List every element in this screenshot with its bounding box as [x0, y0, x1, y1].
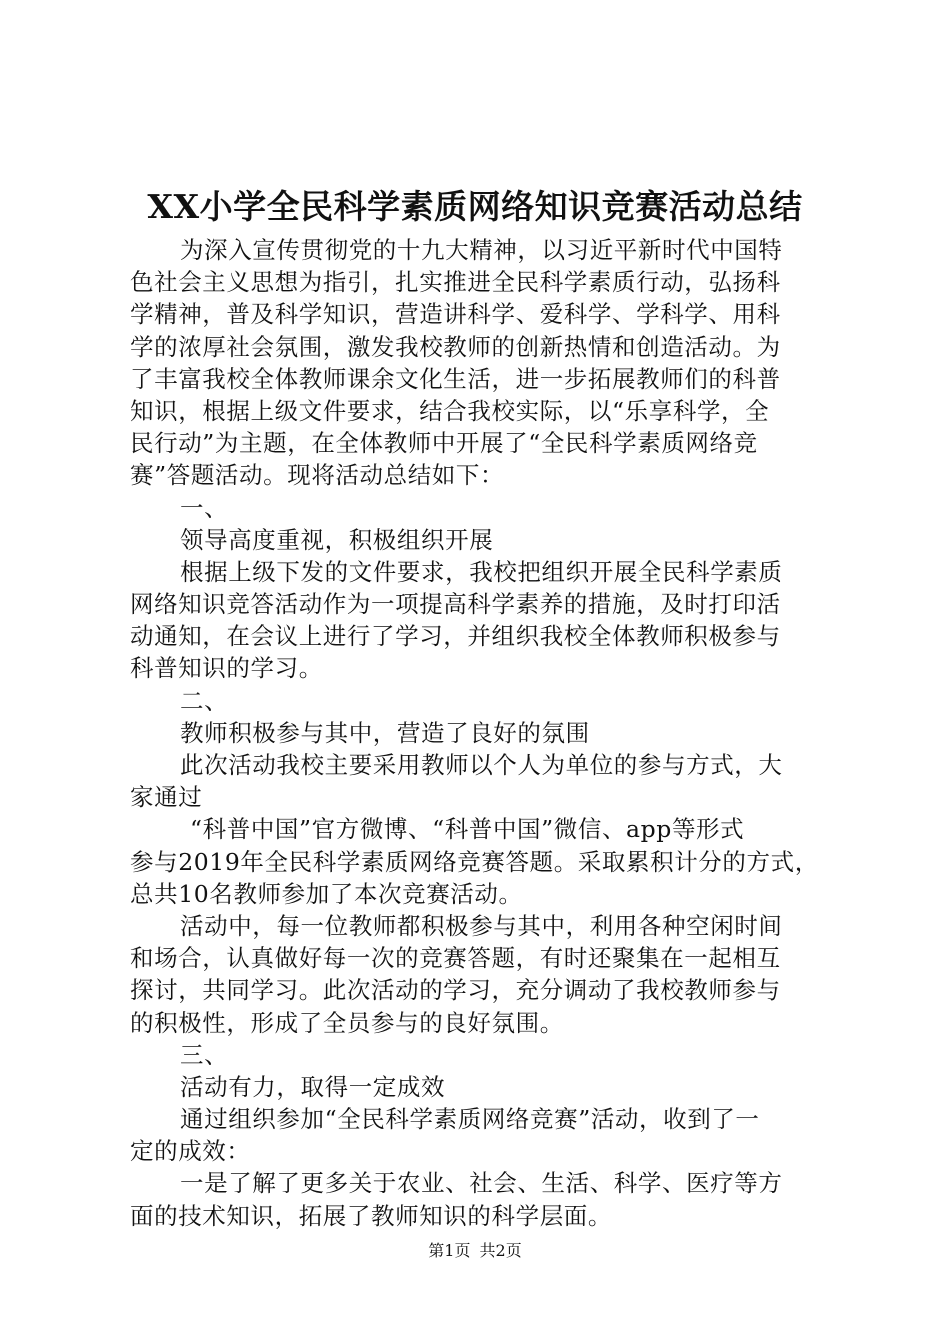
- paragraph-line: 学的浓厚社会氛围，激发我校教师的创新热情和创造活动。为: [130, 332, 781, 361]
- page-current: 第1页: [428, 1241, 471, 1260]
- paragraph-line: 动通知，在会议上进行了学习，并组织我校全体教师积极参与: [130, 622, 781, 651]
- paragraph-line: 学精神，普及科学知识，营造讲科学、爱科学、学科学、用科: [130, 300, 781, 329]
- paragraph-line: 通过组织参加“全民科学素质网络竞赛”活动，收到了一: [180, 1105, 760, 1134]
- paragraph-line: 定的成效：: [130, 1137, 251, 1166]
- paragraph-line: “科普中国”官方微博、“科普中国”微信、app等形式: [190, 815, 745, 844]
- paragraph-line: 总共10名教师参加了本次竞赛活动。: [130, 879, 523, 908]
- paragraph-line: 的积极性，形成了全员参与的良好氛围。: [130, 1008, 564, 1037]
- paragraph-line: 根据上级下发的文件要求，我校把组织开展全民科学素质: [180, 557, 783, 586]
- paragraph-line: 活动中，每一位教师都积极参与其中，利用各种空闲时间: [180, 911, 783, 940]
- paragraph-line: 探讨，共同学习。此次活动的学习，充分调动了我校教师参与: [130, 976, 781, 1005]
- paragraph-line: 民行动”为主题，在全体教师中开展了“全民科学素质网络竞: [130, 429, 758, 458]
- paragraph-line: 和场合，认真做好每一次的竞赛答题，有时还聚集在一起相互: [130, 944, 781, 973]
- paragraph-line: 为深入宣传贯彻党的十九大精神，以习近平新时代中国特: [180, 236, 783, 264]
- section-number: 二、: [180, 686, 229, 715]
- document-title: XX小学全民科学素质网络知识竞赛活动总结: [147, 187, 803, 226]
- section-number: 三、: [180, 1040, 229, 1069]
- section-heading: 教师积极参与其中，营造了良好的氛围: [180, 718, 590, 747]
- paragraph-line: 色社会主义思想为指引，扎实推进全民科学素质行动，弘扬科: [130, 268, 781, 297]
- section-heading: 活动有力，取得一定成效: [180, 1072, 446, 1101]
- paragraph-line: 一是了解了更多关于农业、社会、生活、科学、医疗等方: [180, 1169, 783, 1198]
- section-heading: 领导高度重视，积极组织开展: [180, 525, 494, 554]
- paragraph-line: 知识，根据上级文件要求，结合我校实际，以“乐享科学，全: [130, 396, 770, 425]
- paragraph-line: 面的技术知识，拓展了教师知识的科学层面。: [130, 1201, 612, 1230]
- section-number: 一、: [180, 493, 229, 522]
- document-body: [130, 234, 835, 1232]
- paragraph-line: 此次活动我校主要采用教师以个人为单位的参与方式，大: [180, 751, 783, 779]
- paragraph-line: 家通过: [130, 783, 203, 812]
- page-total: 共2页: [479, 1241, 522, 1260]
- page-footer: [0, 1240, 950, 1262]
- paragraph-line: 赛”答题活动。现将活动总结如下：: [130, 461, 505, 490]
- paragraph-line: 网络知识竞答活动作为一项提高科学素养的措施，及时打印活: [130, 590, 781, 619]
- paragraph-line: 了丰富我校全体教师课余文化生活，进一步拓展教师们的科普: [130, 364, 781, 393]
- paragraph-line: 科普知识的学习。: [130, 654, 323, 683]
- paragraph-line: 参与2019年全民科学素质网络竞赛答题。采取累积计分的方式，: [130, 847, 819, 876]
